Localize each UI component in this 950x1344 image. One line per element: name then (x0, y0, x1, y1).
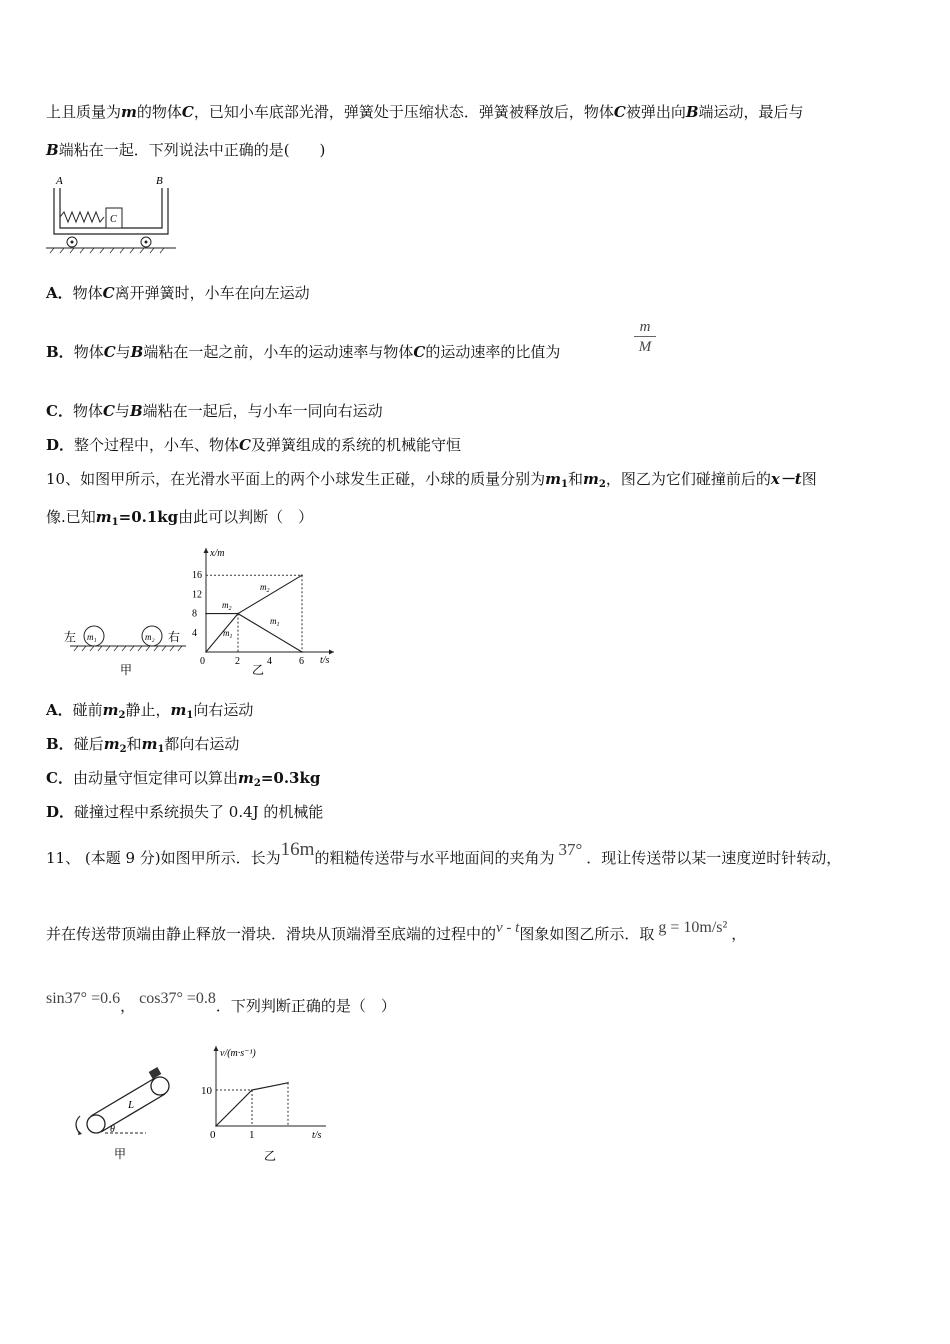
series-m1-label-after: $m_1$ (270, 616, 280, 628)
series-line-1 (206, 614, 302, 652)
q9-option-c[interactable]: C．物体C与B端粘在一起后，与小车一同向右运动 (46, 402, 383, 420)
spring (60, 212, 104, 222)
series-v-point-1 (251, 1089, 253, 1091)
series-1-point-2 (301, 651, 303, 653)
cos37: cos37° =0.8 (139, 990, 216, 1007)
origin-label: 0 (200, 656, 205, 667)
y-axis-label: x/m (210, 548, 225, 559)
caption-yi: 乙 (252, 663, 265, 677)
caption-yi: 乙 (264, 1149, 277, 1163)
sin37: sin37° =0.6 (46, 990, 121, 1007)
series-2-point-2 (301, 574, 303, 576)
label-L: L (128, 1099, 135, 1111)
x-tick-label-6: 6 (299, 656, 304, 667)
q10-xt-chart (190, 540, 340, 678)
label-B: B (156, 175, 163, 187)
y-tick-label-4: 4 (192, 627, 197, 639)
q11-conveyor-figure (68, 1066, 178, 1162)
label-A: A (56, 175, 63, 187)
series-m2-label-after: $m_2$ (260, 582, 270, 594)
q11-vt-chart (196, 1040, 336, 1166)
y-tick-label-10: 10 (201, 1085, 212, 1097)
series-2-point-0 (205, 613, 207, 615)
series-1-point-0 (205, 651, 207, 653)
q9-cart-figure (46, 172, 186, 254)
q10-option-a[interactable]: A．碰前$m_2$静止，$m_1$向右运动 (46, 701, 254, 721)
q11-stem-line1: 11、 (本题 9 分)如图甲所示．长为16m的粗糙传送带与水平地面间的夹角为 37° ．现让传送带以某一速度逆时针转动， (46, 839, 842, 867)
series-line-2 (206, 575, 302, 613)
y-tick-label-12: 12 (192, 589, 202, 601)
q9-option-a[interactable]: A．物体C离开弹簧时，小车在向左运动 (46, 284, 310, 302)
q9-stem-line1: 上且质量为m的物体C，已知小车底部光滑，弹簧处于压缩状态．弹簧被释放后，物体C被弹出向B端运动，最后与 (46, 103, 804, 121)
q10-option-c[interactable]: C．由动量守恒定律可以算出$m_2=0.3kg$ (46, 769, 321, 789)
series-v-point-2 (287, 1082, 289, 1084)
label-theta: θ (110, 1124, 115, 1135)
pulley-top (151, 1077, 169, 1095)
q11-stem-line2: 并在传送带顶端由静止释放一滑块．滑块从顶端滑至底端的过程中的v - t图象如图乙所示．取 g = 10m/s² ， (46, 919, 747, 943)
x-tick-label-4: 4 (267, 656, 272, 667)
left-label: 左 (64, 630, 77, 644)
series-m1-label-before: $m_1$ (223, 628, 233, 640)
caption-jia: 甲 (114, 1147, 127, 1161)
pulley-bottom (87, 1115, 105, 1133)
origin-label: 0 (210, 1129, 216, 1141)
q9-option-d[interactable]: D．整个过程中，小车、物体C及弹簧组成的系统的机械能守恒 (46, 436, 461, 454)
rotation-arrow (76, 1116, 80, 1134)
q10-balls-figure (62, 618, 192, 680)
series-v-point-0 (215, 1125, 217, 1127)
x-axis-label: t/s (320, 655, 330, 666)
gravity-value: g = 10m/s² (658, 919, 728, 936)
length-16m: 16m (280, 839, 315, 860)
y-tick-label-8: 8 (192, 608, 197, 620)
series-2-point-1 (237, 613, 239, 615)
ball-m1-label: m₁ (87, 632, 97, 642)
vt-symbol: v - t (496, 920, 520, 936)
q10-stem-line2: 像.已知$m_1=0.1kg$由此可以判断（ ） (46, 508, 314, 528)
q10-option-b[interactable]: B．碰后$m_2$和$m_1$都向右运动 (46, 735, 240, 755)
angle-37: 37° (558, 840, 583, 859)
fraction-m-over-M: m M (634, 318, 656, 357)
caption-jia: 甲 (120, 663, 133, 677)
ball-m2-label: m₂ (145, 632, 155, 642)
label-C: C (110, 214, 117, 225)
q9-option-b[interactable]: B．物体C与B端粘在一起之前，小车的运动速率与物体C的运动速率的比值为 (46, 343, 561, 361)
q11-stem-line3: sin37° =0.6， cos37° =0.8．下列判断正确的是（ ） (46, 990, 396, 1015)
y-axis-label: v/(m·s⁻¹) (220, 1048, 256, 1059)
right-label: 右 (168, 630, 181, 644)
q9-stem-line2: B端粘在一起．下列说法中正确的是( ) (46, 141, 326, 159)
q10-option-d[interactable]: D．碰撞过程中系统损失了 0.4J 的机械能 (46, 803, 324, 821)
q10-stem-line1: 10、如图甲所示，在光滑水平面上的两个小球发生正碰，小球的质量分别为$m_1$和$m_2$，图乙为它们碰撞前后的x－t图 (46, 470, 817, 490)
y-tick-label-16: 16 (192, 570, 202, 582)
series-m2-label-before: $m_2$ (222, 600, 232, 612)
x-tick-label-2: 2 (235, 656, 240, 667)
x-axis-label: t/s (312, 1130, 322, 1141)
x-tick-label-1: 1 (249, 1129, 255, 1141)
